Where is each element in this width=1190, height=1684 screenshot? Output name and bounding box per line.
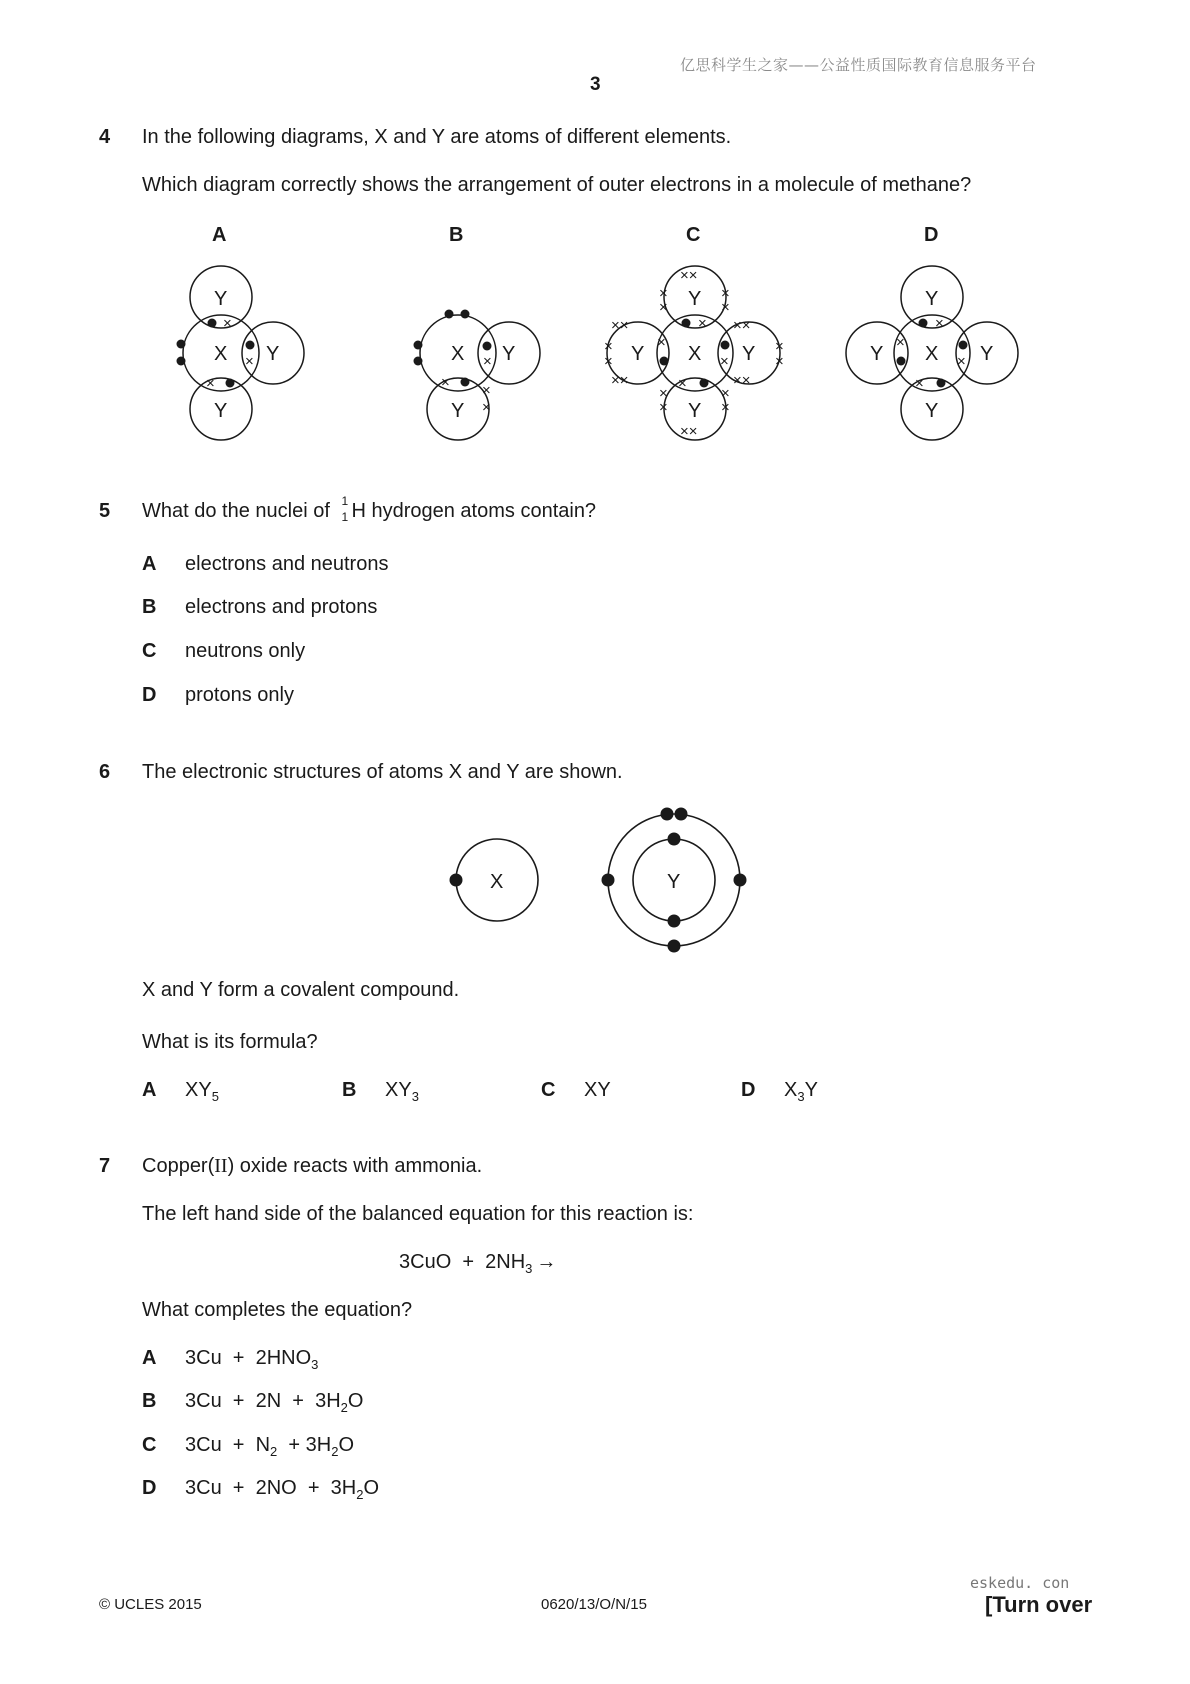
svg-text:×: × — [896, 334, 905, 351]
q5-option-a-text: electrons and neutrons — [185, 553, 389, 575]
svg-text:×: × — [206, 375, 215, 392]
svg-text:×: × — [245, 353, 254, 370]
svg-text:×: × — [721, 399, 730, 416]
svg-text:×: × — [659, 399, 668, 416]
svg-text:×: × — [482, 382, 491, 399]
q6-option-b-formula: $XY_3$ — [385, 1079, 419, 1104]
q7-option-c-letter: C — [142, 1434, 157, 1456]
q4-option-a-label: A — [212, 224, 227, 246]
diagram-a-atom-y-top: Y — [214, 288, 228, 310]
diagram-c-atom-x: X — [688, 343, 702, 365]
q7-option-b-text: $3Cu + 2N + 3H_2O$ — [185, 1390, 364, 1415]
q5-option-c-text: neutrons only — [185, 640, 306, 662]
svg-text:××: ×× — [680, 267, 698, 284]
q7-option-c-text: $3Cu + N_2 + 3H_2O$ — [185, 1434, 354, 1459]
q6-atom-y-label: Y — [667, 871, 681, 893]
svg-text:×: × — [482, 399, 491, 416]
q4-option-b-label: B — [449, 224, 464, 246]
q7-option-a-text: $3Cu + 2HNO_3$ — [185, 1347, 319, 1372]
question-5-number: 5 — [99, 500, 111, 522]
footer-paper-code: 0620/13/O/N/15 — [541, 1596, 647, 1613]
q4-diagram-b — [420, 315, 540, 440]
svg-text:×: × — [659, 385, 668, 402]
svg-text:××: ×× — [680, 423, 698, 440]
diagram-b-atom-y-right: Y — [502, 343, 516, 365]
q6-option-d-formula: $X_3Y$ — [784, 1079, 818, 1104]
question-6-number: 6 — [99, 761, 111, 783]
q4-option-c-label: C — [686, 224, 701, 246]
diagram-d-atom-y-bottom: Y — [925, 400, 939, 422]
svg-text:×: × — [604, 353, 613, 370]
isotope-mass-number: 1 — [341, 494, 349, 508]
question-4-line-2: Which diagram correctly shows the arrangement of outer electrons in a molecule of methane? — [142, 174, 972, 196]
svg-text:×: × — [659, 285, 668, 302]
question-4-number: 4 — [99, 126, 111, 148]
q7-option-b-letter: B — [142, 1390, 157, 1412]
svg-text:××: ×× — [733, 317, 751, 334]
question-6-line-1: The electronic structures of atoms X and Y are shown. — [142, 761, 623, 783]
question-7-line-2: The left hand side of the balanced equation for this reaction is: — [142, 1203, 694, 1225]
diagram-d-atom-y-left: Y — [870, 343, 884, 365]
svg-text:×: × — [483, 353, 492, 370]
svg-text:×: × — [775, 353, 784, 370]
svg-text:×: × — [721, 385, 730, 402]
question-5-text-before: What do the nuclei of — [142, 500, 330, 522]
q6-electron-structures — [0, 800, 1190, 960]
svg-text:×: × — [935, 315, 944, 332]
q6-option-d-letter: D — [741, 1079, 756, 1101]
diagram-c-atom-y-bottom: Y — [688, 400, 702, 422]
svg-text:×: × — [721, 299, 730, 316]
q6-option-c-formula: XY — [584, 1079, 611, 1101]
svg-text:×: × — [721, 285, 730, 302]
question-7-line-3: What completes the equation? — [142, 1299, 413, 1321]
q7-option-d-text: $3Cu + 2NO + 3H_2O$ — [185, 1477, 379, 1502]
q5-option-b-letter: B — [142, 596, 157, 618]
svg-text:××: ×× — [611, 372, 629, 389]
diagram-b-atom-x: X — [451, 343, 465, 365]
q5-option-c-letter: C — [142, 640, 157, 662]
isotope-atomic-number: 1 — [341, 510, 349, 524]
svg-text:×: × — [678, 375, 687, 392]
diagram-d-atom-x: X — [925, 343, 939, 365]
svg-text:×: × — [775, 338, 784, 355]
question-6-line-3: What is its formula? — [142, 1031, 318, 1053]
diagram-d-atom-y-right: Y — [980, 343, 994, 365]
question-7-number: 7 — [99, 1155, 111, 1177]
q4-cross-electrons — [206, 267, 966, 440]
q6-atom-x-label: X — [490, 871, 504, 893]
svg-text:×: × — [223, 315, 232, 332]
svg-text:×: × — [698, 315, 707, 332]
q7-option-d-letter: D — [142, 1477, 157, 1499]
diagram-c-atom-y-left: Y — [631, 343, 645, 365]
q4-option-d-label: D — [924, 224, 939, 246]
question-5-text-after: hydrogen atoms contain? — [371, 500, 597, 522]
svg-text:×: × — [441, 374, 450, 391]
svg-text:×: × — [915, 375, 924, 392]
diagram-a-atom-x: X — [214, 343, 228, 365]
question-7-equation-lhs: $3CuO + 2NH_3$ → — [399, 1251, 557, 1276]
watermark-text: 亿思科学生之家——公益性质国际教育信息服务平台 — [680, 56, 1037, 74]
diagram-a-atom-y-right: Y — [266, 343, 280, 365]
turn-over-label: [Turn over — [985, 1592, 1093, 1617]
isotope-symbol: H — [351, 500, 366, 522]
question-6-line-2: X and Y form a covalent compound. — [142, 979, 460, 1001]
question-4-line-1: In the following diagrams, X and Y are atoms of different elements. — [142, 126, 732, 148]
svg-text:×: × — [720, 353, 729, 370]
svg-text:×: × — [659, 299, 668, 316]
isotope-notation — [339, 494, 351, 524]
q7-option-a-letter: A — [142, 1347, 157, 1369]
diagram-c-atom-y-top: Y — [688, 288, 702, 310]
q5-option-d-text: protons only — [185, 684, 294, 706]
question-5-text — [142, 494, 597, 524]
q6-option-c-letter: C — [541, 1079, 556, 1101]
footer-copyright: © UCLES 2015 — [99, 1596, 202, 1613]
svg-text:××: ×× — [611, 317, 629, 334]
q6-option-b-letter: B — [342, 1079, 357, 1101]
site-watermark: eskedu. con — [970, 1574, 1070, 1592]
diagram-a-atom-y-bottom: Y — [214, 400, 228, 422]
q4-diagram-a — [183, 266, 304, 440]
svg-text:×: × — [957, 353, 966, 370]
q5-option-b-text: electrons and protons — [185, 596, 378, 618]
q6-option-a-formula: $XY_5$ — [185, 1079, 219, 1104]
q5-option-a-letter: A — [142, 553, 157, 575]
question-7-line-1: Copper(II) oxide reacts with ammonia. — [142, 1155, 483, 1177]
q4-dot-electrons — [177, 310, 968, 388]
svg-text:×: × — [604, 338, 613, 355]
q6-option-a-letter: A — [142, 1079, 157, 1101]
page-number: 3 — [590, 74, 601, 95]
svg-text:×: × — [657, 334, 666, 351]
diagram-b-atom-y-bottom: Y — [451, 400, 465, 422]
q5-option-d-letter: D — [142, 684, 157, 706]
q4-diagrams — [0, 250, 1190, 450]
diagram-d-atom-y-top: Y — [925, 288, 939, 310]
diagram-c-atom-y-right: Y — [742, 343, 756, 365]
svg-text:××: ×× — [733, 372, 751, 389]
